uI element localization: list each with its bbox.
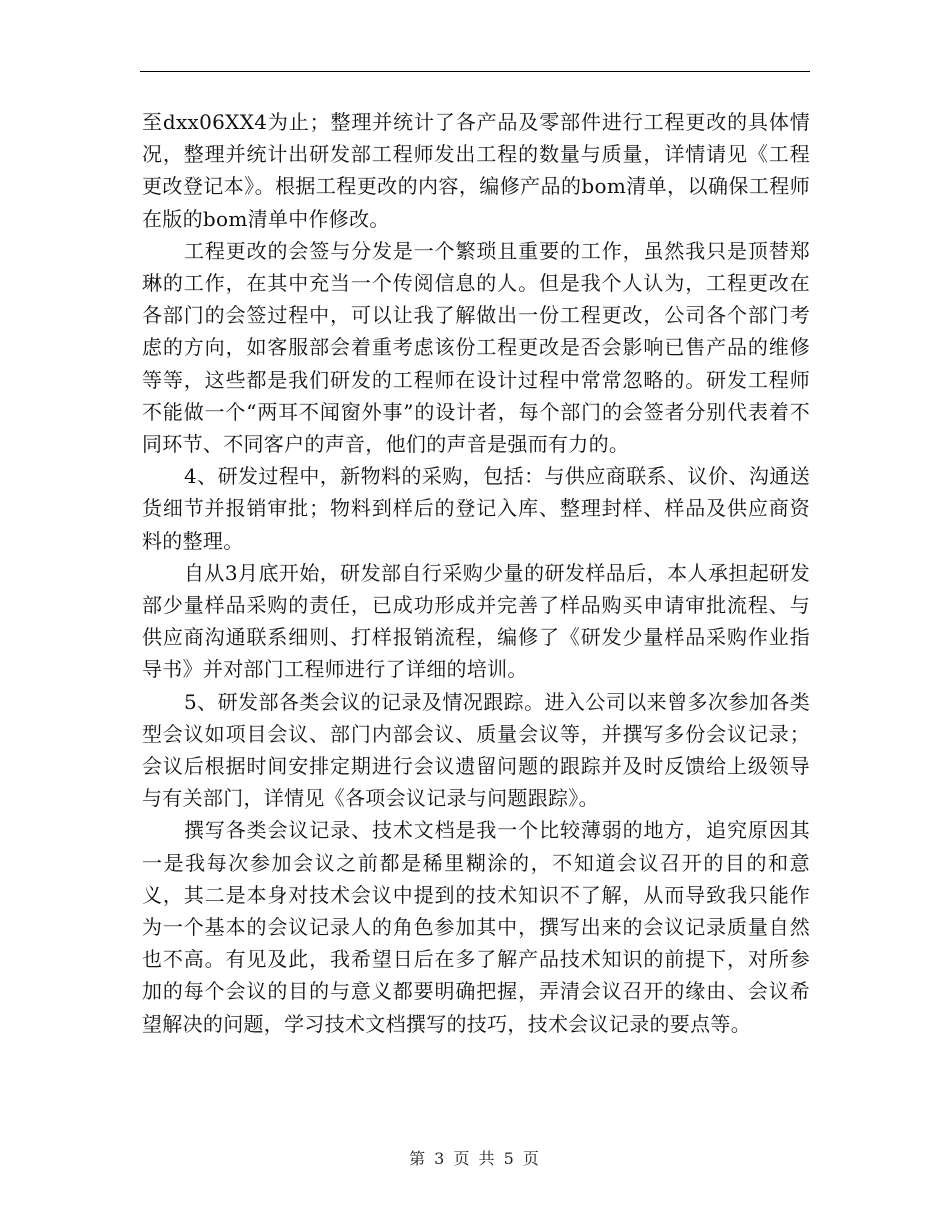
paragraph-2: 工程更改的会签与分发是一个繁琐且重要的工作，虽然我只是顶替郑琳的工作，在其中充当一个传阅信息的人。但是我个人认为，工程更改在各部门的会签过程中，可以让我了解做出一份工程更改，公司各个部门考虑的方向，如客服部会着重考虑该份工程更改是否会影响已售产品的维修等等，这些都是我们研发的工程师在设计过程中常常忽略的。研发工程师不能做一个“两耳不闻窗外事”的设计者，每个部门的会签者分别代表着不同环节、不同客户的声音，他们的声音是强而有力的。 <box>142 238 810 457</box>
page-footer: 第 3 页 共 5 页 <box>409 1149 541 1168</box>
paragraph-4: 自从3月底开始，研发部自行采购少量的研发样品后，本人承担起研发部少量样品采购的责任，已成功形成并完善了样品购买申请审批流程、与供应商沟通联系细则、打样报销流程，编修了《研发少量样品采购作业指导书》并对部门工程师进行了详细的培训。 <box>142 560 810 682</box>
header-rule <box>140 71 810 72</box>
paragraph-3: 4、研发过程中，新物料的采购，包括：与供应商联系、议价、沟通送货细节并报销审批；物料到样后的登记入库、整理封样、样品及供应商资料的整理。 <box>142 464 810 553</box>
paragraph-1: 至dxx06XX4为止；整理并统计了各产品及零部件进行工程更改的具体情况，整理并统计出研发部工程师发出工程的数量与质量，详情请见《工程更改登记本》。根据工程更改的内容，编修产品的bom清单，以确保工程师在版的bom清单中作修改。 <box>142 110 810 231</box>
paragraph-6: 撰写各类会议记录、技术文档是我一个比较薄弱的地方，追究原因其一是我每次参加会议之前都是稀里糊涂的，不知道会议召开的目的和意义，其二是本身对技术会议中提到的技术知识不了解，从而导致我只能作为一个基本的会议记录人的角色参加其中，撰写出来的会议记录质量自然也不高。有见及此，我希望日后在多了解产品技术知识的前提下，对所参加的每个会议的目的与意义都要明确把握，弄清会议召开的缘由、会议希望解决的问题，学习技术文档撰写的技巧，技术会议记录的要点等。 <box>142 818 810 1036</box>
paragraph-5: 5、研发部各类会议的记录及情况跟踪。进入公司以来曾多次参加各类型会议如项目会议、部门内部会议、质量会议等，并撰写多份会议记录；会议后根据时间安排定期进行会议遗留问题的跟踪并及时反馈给上级领导与有关部门，详情见《各项会议记录与问题跟踪》。 <box>142 689 810 811</box>
document-body <box>142 106 810 1040</box>
